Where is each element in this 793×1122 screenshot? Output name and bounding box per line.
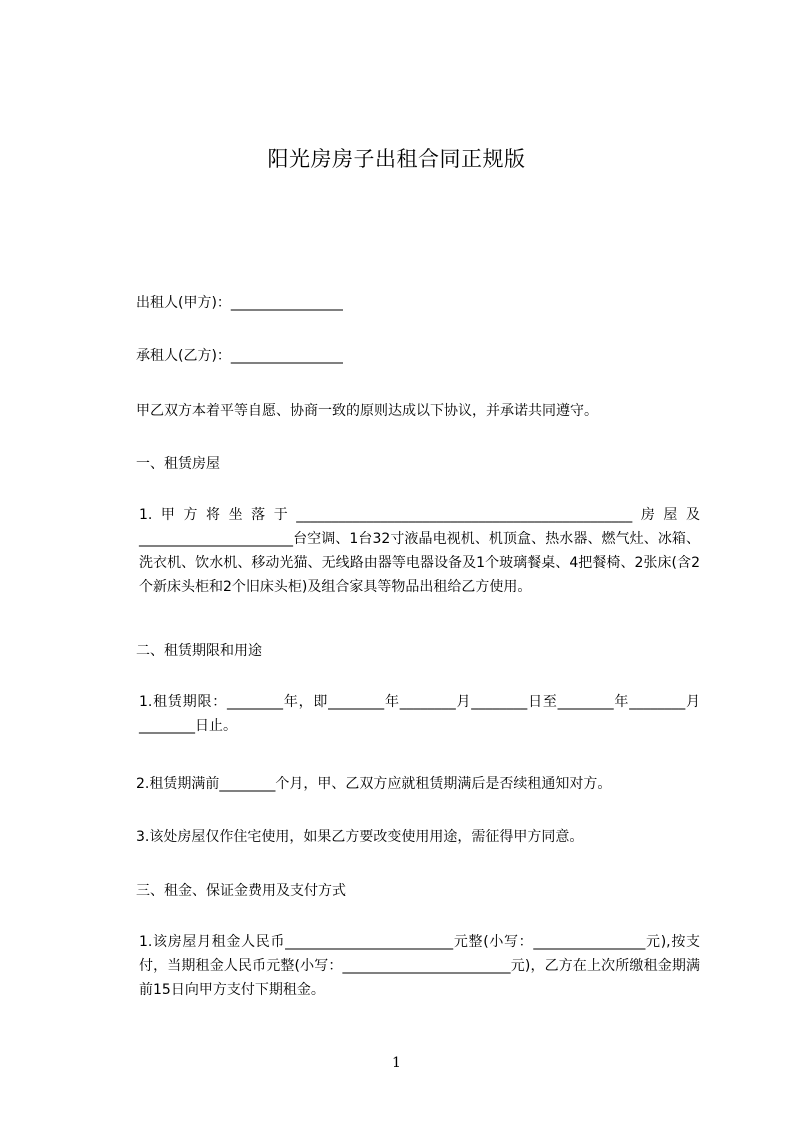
section-3-item-1	[105, 930, 700, 1002]
section-2-item-2: 2.租赁期满前________个月，甲、乙双方应就租赁期满后是否续租通知对方。	[136, 776, 612, 792]
section-heading-1: 一、租赁房屋	[136, 456, 220, 472]
section-3-item-1-text: 1.该房屋月租金人民币________________________元整(小写：________________元),按支付，当期租金人民币元整(小写：________________________元)，乙方在上次所缴租金期满前15日向甲方支付下期租金。	[139, 934, 700, 998]
party-a-line: 出租人(甲方)：________________	[136, 295, 343, 311]
section-heading-2: 二、租赁期限和用途	[136, 643, 262, 659]
preamble: 甲乙双方本着平等自愿、协商一致的原则达成以下协议，并承诺共同遵守。	[136, 403, 598, 419]
section-1-item-1	[105, 503, 700, 599]
section-1-item-1-text: 1.甲方将坐落于________________________________________________房屋及______________________台空调、1台32寸液晶电视机、机顶盒、热水器、燃气灶、冰箱、洗衣机、饮水机、移动光猫、无线路由器等电器设备及1个玻璃餐桌、4把餐椅、2张床(含2个新床头柜和2个旧床头柜)及组合家具等物品出租给乙方使用。	[139, 507, 700, 595]
page-number: 1	[392, 1055, 401, 1071]
section-2-item-3: 3.该处房屋仅作住宅使用，如果乙方要改变使用用途，需征得甲方同意。	[136, 829, 584, 845]
document-title: 阳光房房子出租合同正规版	[267, 147, 526, 171]
section-heading-3: 三、租金、保证金费用及支付方式	[136, 883, 346, 899]
party-b-line: 承租人(乙方)：________________	[136, 348, 343, 364]
section-2-item-1	[105, 690, 700, 738]
section-2-item-1-text: 1.租赁期限：________年，即________年________月________日至________年________月________日止。	[139, 694, 700, 734]
